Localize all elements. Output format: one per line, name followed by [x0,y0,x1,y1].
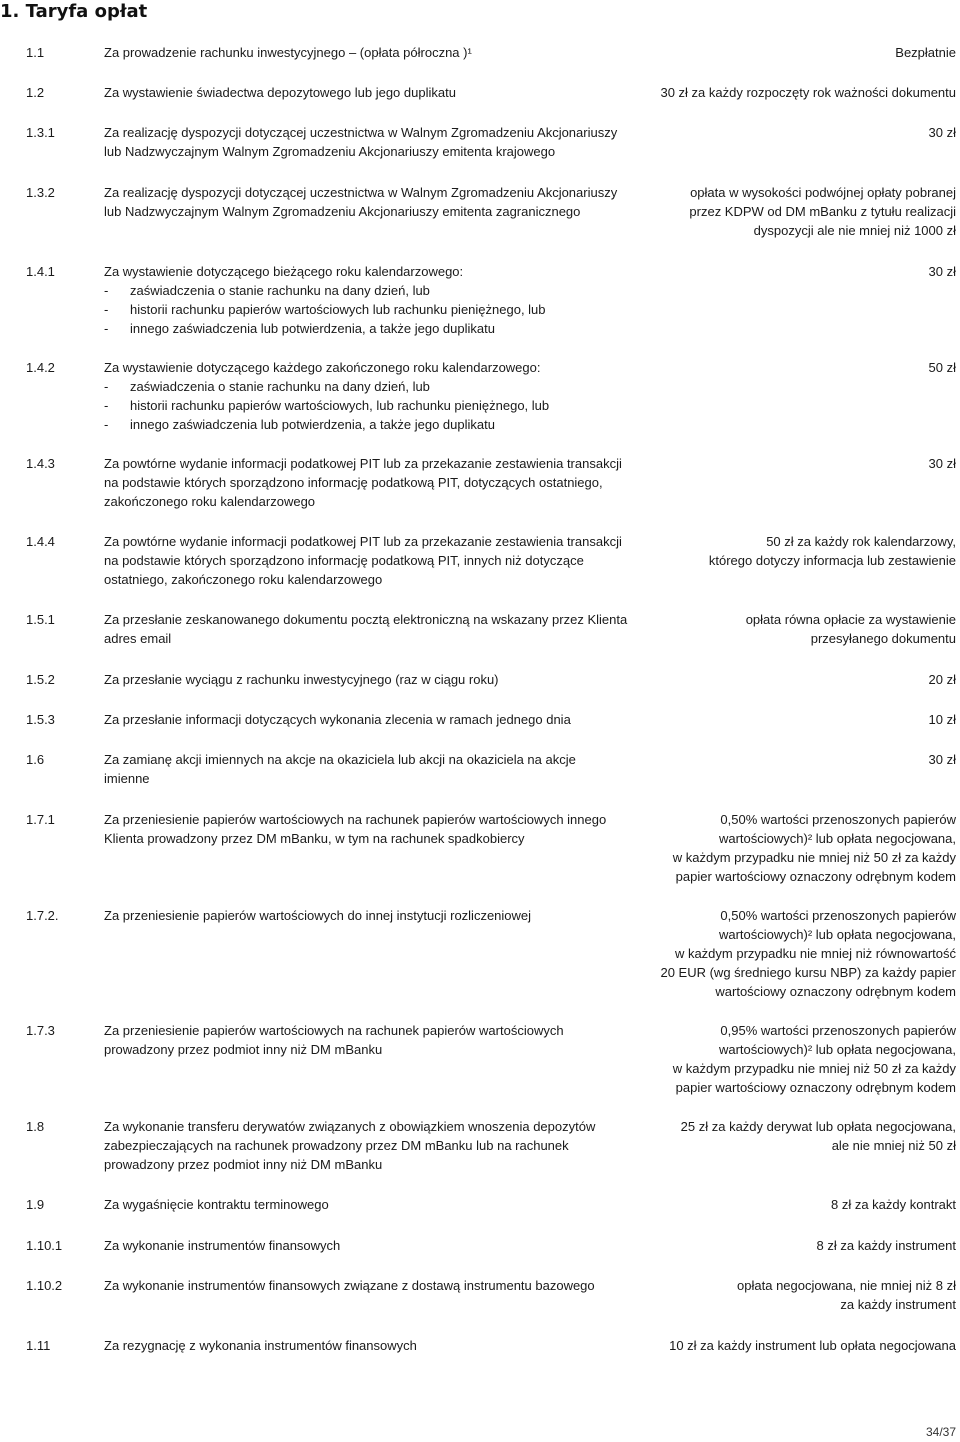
page-number: 34/37 [925,1425,956,1439]
description-line: Za przesłanie informacji dotyczących wykonania zlecenia w ramach jednego dnia [104,712,571,727]
fee-line: w każdym przypadku nie mniej niż 50 zł za każdy [672,1061,956,1076]
description-line: Za powtórne wydanie informacji podatkowej PIT lub za przekazanie zestawienia transakcji [104,456,622,471]
fee-amount [669,1336,956,1355]
fee-line: papier wartościowy oznaczony odrębnym kodem [675,1080,956,1095]
fee-number: 1.6 [26,752,45,767]
fee-amount [673,1021,956,1097]
fee-description [104,710,644,729]
fee-line: 8 zł za każdy kontrakt [831,1197,956,1212]
description-line: Za wygaśnięcie kontraktu terminowego [104,1197,329,1212]
fee-amount [681,1117,956,1155]
fee-description [104,810,644,848]
fee-number: 1.4.4 [26,534,55,549]
fee-line: w każdym przypadku nie mniej niż równowartość [674,946,956,961]
fee-amount [737,1276,956,1314]
description-line: na podstawie których sporządzono informację podatkową PIT, innych niż dotyczące [104,553,584,568]
fee-line: wartościowych)² lub opłata negocjowana, [718,831,956,846]
dash-bullet-icon: - [104,283,109,298]
description-line: Za przeniesienie papierów wartościowych na rachunek papierów wartościowych innego [104,812,607,827]
description-line: Za rezygnację z wykonania instrumentów finansowych [104,1338,417,1353]
bullet-item [104,319,644,338]
fee-number: 1.8 [26,1119,45,1134]
fee-description [104,1276,644,1295]
fee-number: 1.4.2 [26,360,55,375]
fee-number: 1.10.2 [26,1278,63,1293]
fee-number: 1.5.2 [26,672,55,687]
description-line: prowadzony przez podmiot inny niż DM mBanku [104,1042,383,1057]
dash-bullet-icon: - [104,302,109,317]
fee-amount [660,83,956,102]
description-line: zabezpieczających na rachunek prowadzony przez DM mBanku lub na rachunek [104,1138,569,1153]
fee-line: 25 zł za każdy derywat lub opłata negocjowana, [680,1119,956,1134]
dash-bullet-icon: - [104,398,109,413]
fee-line: 0,50% wartości przenoszonych papierów [720,908,956,923]
description-line: Za przeniesienie papierów wartościowych na rachunek papierów wartościowych [104,1023,564,1038]
description-line: Za realizację dyspozycji dotyczącej uczestnictwa w Walnym Zgromadzeniu Akcjonariuszy [104,125,618,140]
fee-line: 50 zł za każdy rok kalendarzowy, [766,534,956,549]
fee-line: 30 zł za każdy rozpoczęty rok ważności dokumentu [660,85,956,100]
fee-line: opłata negocjowana, nie mniej niż 8 zł [737,1278,956,1293]
fee-line: 30 zł [928,125,956,140]
fee-number: 1.9 [26,1197,45,1212]
fee-amount [689,183,956,240]
description-line: Za powtórne wydanie informacji podatkowej PIT lub za przekazanie zestawienia transakcji [104,534,622,549]
fee-description [104,610,644,648]
fee-line: 10 zł za każdy instrument lub opłata negocjowana [669,1338,956,1353]
bullet-item [104,396,644,415]
fee-line: opłata równa opłacie za wystawienie [745,612,956,627]
fee-amount [929,358,956,377]
fee-description [104,1117,644,1174]
description-line: Za wystawienie świadectwa depozytowego lub jego duplikatu [104,85,456,100]
bullet-text: innego zaświadczenia lub potwierdzenia, a także jego duplikatu [130,417,495,432]
fee-amount [929,750,956,769]
description-line: ostatniego, zakończonego roku kalendarzowego [104,572,383,587]
dash-bullet-icon: - [104,379,109,394]
fee-description [104,670,644,689]
bullet-item [104,415,644,434]
fee-number: 1.4.1 [26,264,55,279]
description-line: lub Nadzwyczajnym Walnym Zgromadzeniu Akcjonariuszy emitenta zagranicznego [104,204,581,219]
fee-description [104,1336,644,1355]
fee-number: 1.7.1 [26,812,55,827]
fee-line: 50 zł [928,360,956,375]
description-line: Za wykonanie instrumentów finansowych [104,1238,341,1253]
fee-number: 1.7.3 [26,1023,55,1038]
fee-amount [929,710,956,729]
fee-line: wartościowych)² lub opłata negocjowana, [718,927,956,942]
fee-line: za każdy instrument [840,1297,956,1312]
description-line: zakończonego roku kalendarzowego [104,494,316,509]
fee-description [104,1195,644,1214]
description-line: Za wykonanie transferu derywatów związanych z obowiązkiem wnoszenia depozytów [104,1119,596,1134]
fee-line: 30 zł [928,456,956,471]
description-line: prowadzony przez podmiot inny niż DM mBanku [104,1157,383,1172]
fee-amount [929,262,956,281]
fee-description [104,532,644,589]
fee-number: 1.3.1 [26,125,55,140]
description-line: Za wystawienie dotyczącego każdego zakończonego roku kalendarzowego: [104,360,541,375]
fee-line: ale nie mniej niż 50 zł [831,1138,956,1153]
bullet-item [104,377,644,396]
fee-description [104,83,644,102]
fee-line: 20 EUR (wg średniego kursu NBP) za każdy papier [660,965,956,980]
description-line: lub Nadzwyczajnym Walnym Zgromadzeniu Akcjonariuszy emitenta krajowego [104,144,556,159]
dash-bullet-icon: - [104,321,109,336]
bullet-text: historii rachunku papierów wartościowych, lub rachunku pieniężnego, lub [130,398,550,413]
fee-description [104,43,644,62]
fee-amount [746,610,956,648]
fee-amount [929,123,956,142]
fee-number: 1.4.3 [26,456,55,471]
fee-line: 10 zł [928,712,956,727]
fee-description [104,262,644,338]
bullet-text: zaświadczenia o stanie rachunku na dany dzień, lub [130,283,430,298]
fee-amount [709,532,956,570]
fee-line: opłata w wysokości podwójnej opłaty pobranej [690,185,956,200]
fee-description [104,906,644,925]
fee-line: przez KDPW od DM mBanku z tytułu realizacji [689,204,956,219]
fee-line: wartościowy oznaczony odrębnym kodem [715,984,956,999]
fee-line: 30 zł [928,264,956,279]
fee-line: 20 zł [928,672,956,687]
description-line: Za przeniesienie papierów wartościowych do innej instytucji rozliczeniowej [104,908,532,923]
fee-amount [929,454,956,473]
fee-description [104,1236,644,1255]
fee-line: przesyłanego dokumentu [810,631,956,646]
bullet-item [104,281,644,300]
description-line: imienne [104,771,150,786]
fee-number: 1.10.1 [26,1238,63,1253]
description-line: Za prowadzenie rachunku inwestycyjnego – (opłata półroczna )¹ [104,45,472,60]
description-line: Klienta prowadzony przez DM mBanku, w tym na rachunek spadkobiercy [104,831,525,846]
fee-number: 1.3.2 [26,185,55,200]
fee-line: 8 zł za każdy instrument [816,1238,956,1253]
fee-line: 0,95% wartości przenoszonych papierów [720,1023,956,1038]
bullet-text: historii rachunku papierów wartościowych lub rachunku pieniężnego, lub [130,302,546,317]
fee-number: 1.7.2. [26,908,59,923]
fee-amount [929,670,956,689]
fee-amount [673,810,956,886]
bullet-item [104,300,644,319]
fee-number: 1.11 [26,1338,51,1353]
description-line: na podstawie których sporządzono informację podatkową PIT, dotyczących ostatniego, [104,475,603,490]
fee-description [104,123,644,161]
fee-line: papier wartościowy oznaczony odrębnym kodem [675,869,956,884]
fee-line: 30 zł [928,752,956,767]
description-line: adres email [104,631,172,646]
fee-description [104,183,644,221]
bullet-text: innego zaświadczenia lub potwierdzenia, a także jego duplikatu [130,321,495,336]
fee-description [104,750,644,788]
description-line: Za przesłanie zeskanowanego dokumentu pocztą elektroniczną na wskazany przez Klienta [104,612,628,627]
description-line: Za realizację dyspozycji dotyczącej uczestnictwa w Walnym Zgromadzeniu Akcjonariuszy [104,185,618,200]
fee-amount [817,1236,956,1255]
description-line: Za przesłanie wyciągu z rachunku inwestycyjnego (raz w ciągu roku) [104,672,499,687]
dash-bullet-icon: - [104,417,109,432]
description-line: Za zamianę akcji imiennych na akcje na okaziciela lub akcji na okaziciela na akcje [104,752,576,767]
bullet-text: zaświadczenia o stanie rachunku na dany dzień, lub [130,379,430,394]
fee-amount [831,1195,956,1214]
fee-number: 1.5.3 [26,712,55,727]
fee-line: wartościowych)² lub opłata negocjowana, [718,1042,956,1057]
description-line: Za wykonanie instrumentów finansowych związane z dostawą instrumentu bazowego [104,1278,595,1293]
fee-description [104,1021,644,1059]
description-line: Za wystawienie dotyczącego bieżącego roku kalendarzowego: [104,264,464,279]
fee-number: 1.1 [26,45,45,60]
fee-description [104,358,644,434]
fee-line: którego dotyczy informacja lub zestawienie [708,553,956,568]
page-title: 1. Taryfa opłat [0,1,148,22]
fee-line: dyspozycji ale nie mniej niż 1000 zł [753,223,956,238]
fee-description [104,454,644,511]
fee-number: 1.5.1 [26,612,55,627]
fee-number: 1.2 [26,85,45,100]
fee-line: 0,50% wartości przenoszonych papierów [720,812,956,827]
fee-amount [660,906,956,1001]
fee-line: w każdym przypadku nie mniej niż 50 zł za każdy [672,850,956,865]
fee-line: Bezpłatnie [895,45,956,60]
fee-amount [895,43,956,62]
